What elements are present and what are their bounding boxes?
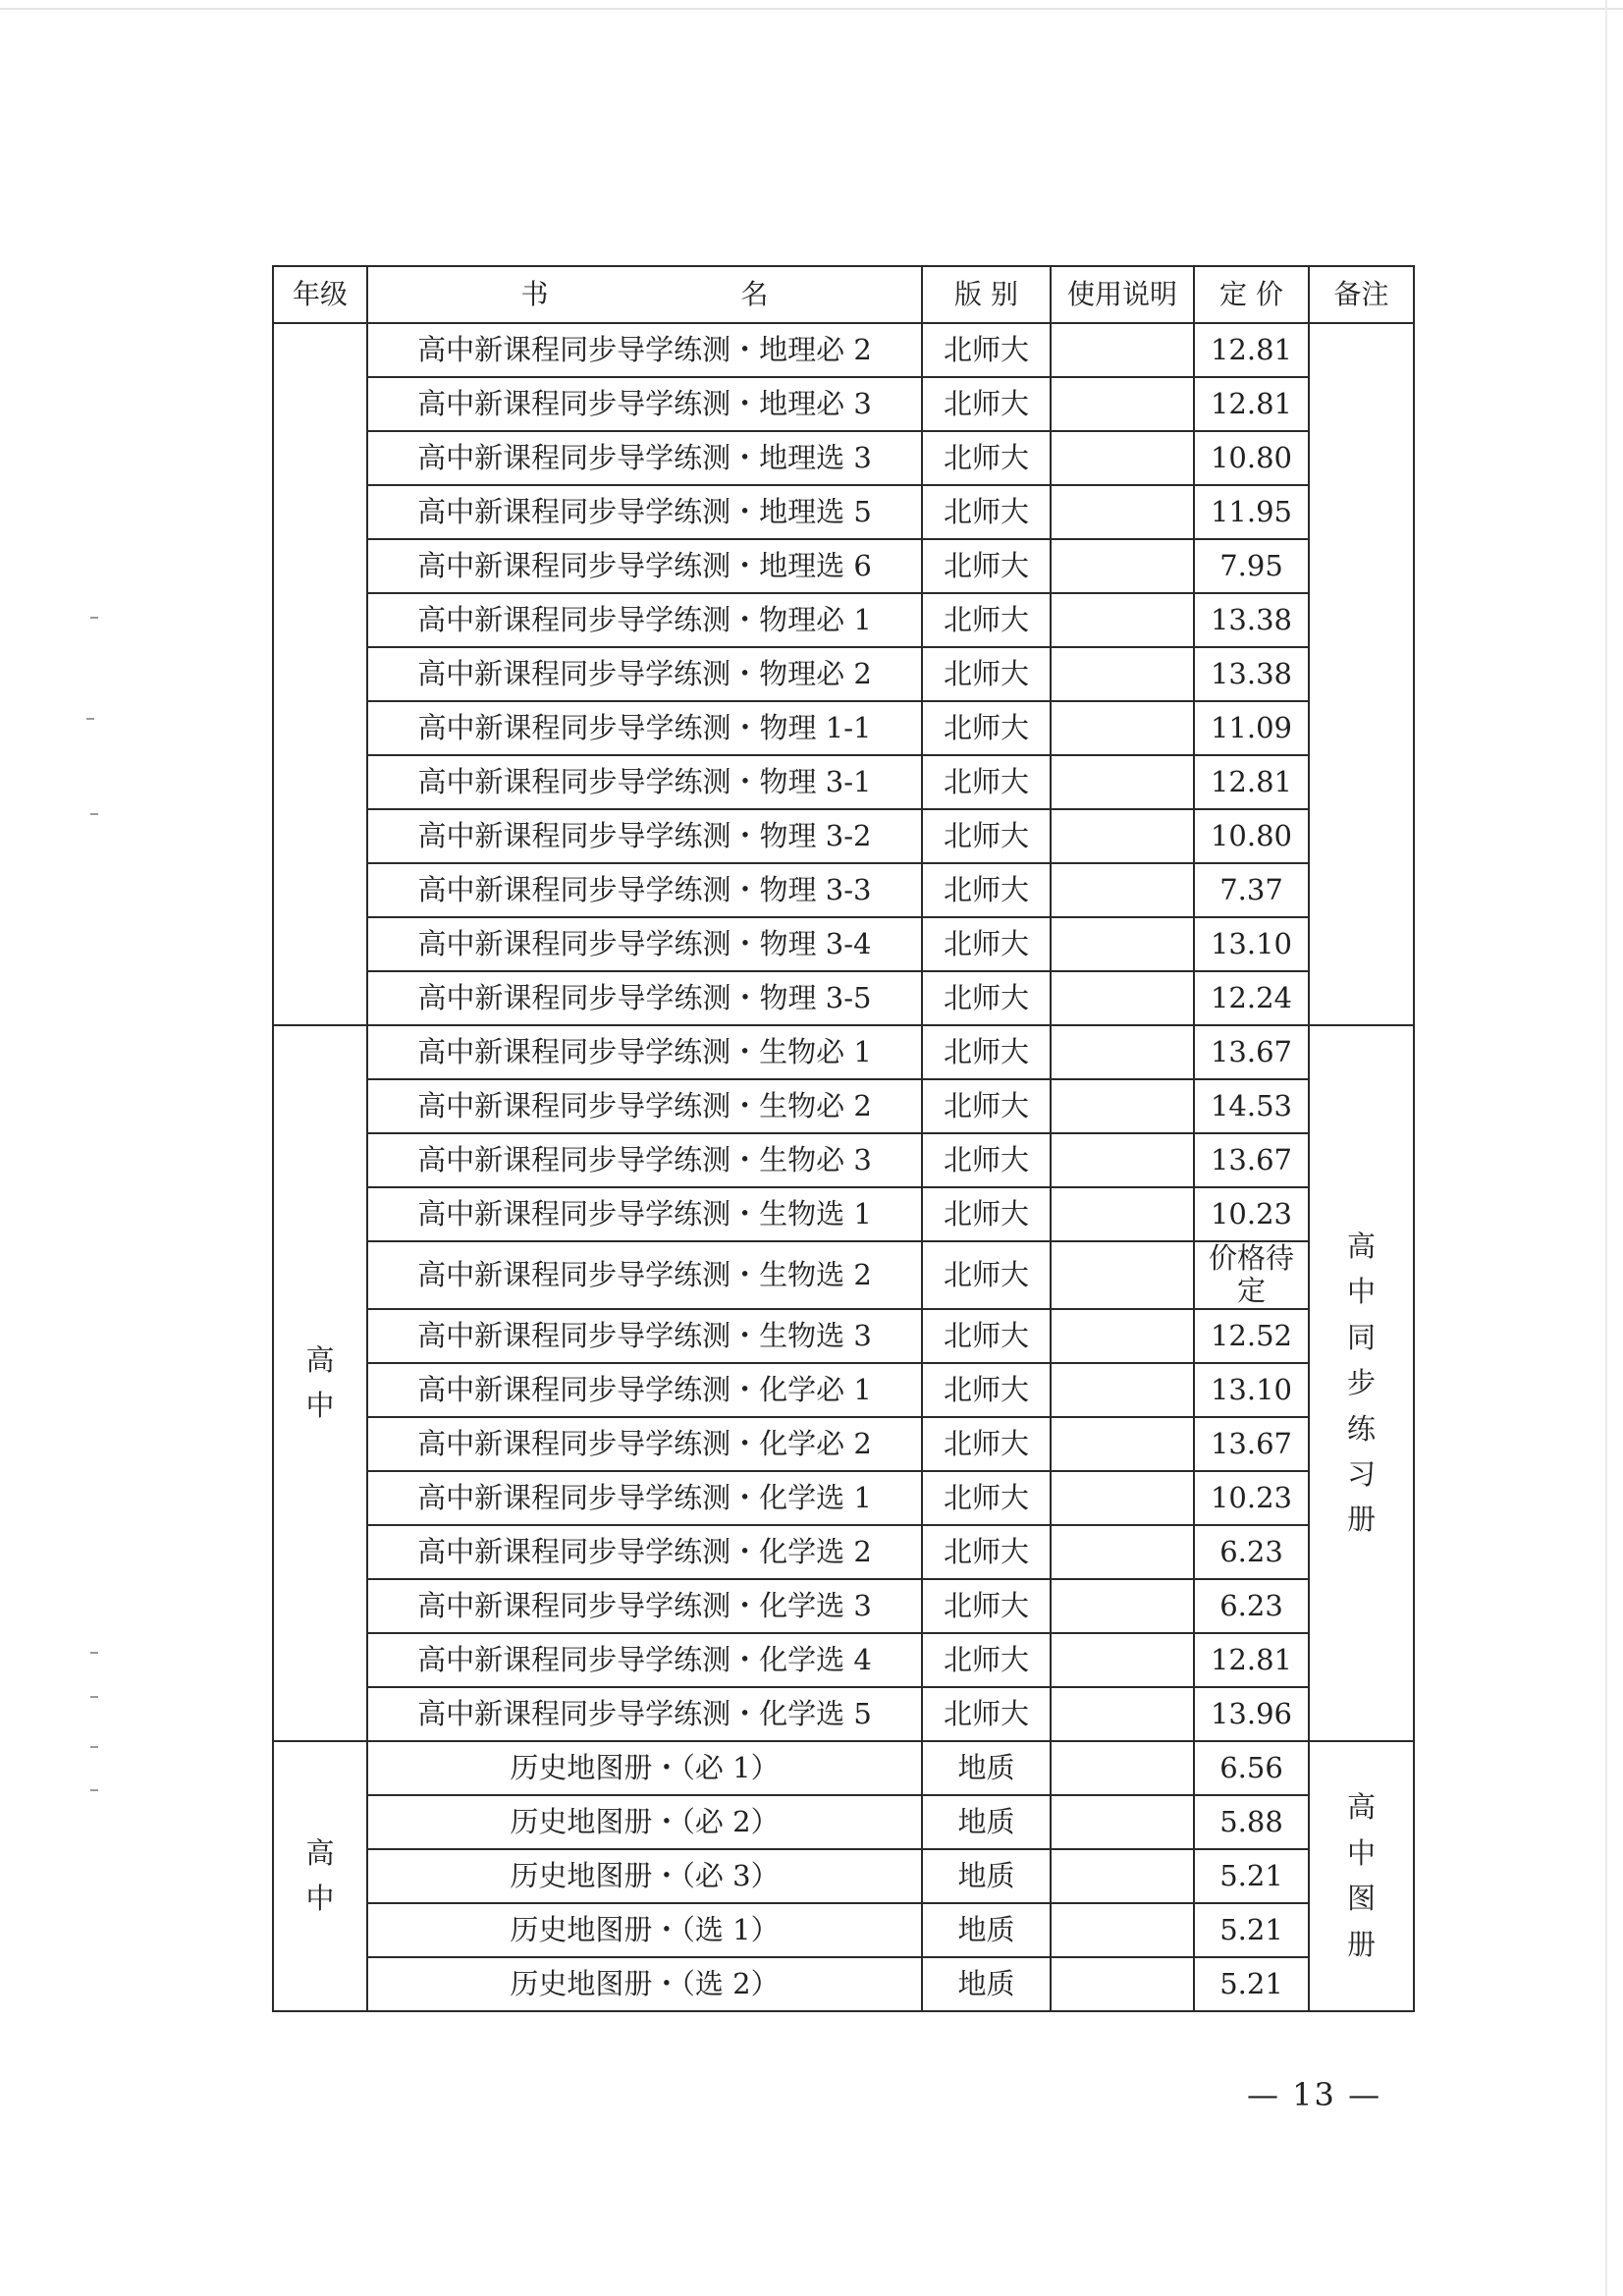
margin-mark [90, 1789, 98, 1791]
header-edition: 版 别 [922, 266, 1051, 323]
edition-cell: 北师大 [922, 1309, 1051, 1363]
usage-cell [1051, 539, 1194, 593]
book-name-cell: 高中新课程同步导学练测・化学选 2 [367, 1525, 922, 1579]
book-name-cell: 高中新课程同步导学练测・化学选 4 [367, 1633, 922, 1687]
book-name-cell: 高中新课程同步导学练测・物理 3-5 [367, 971, 922, 1025]
edition-cell: 北师大 [922, 971, 1051, 1025]
margin-mark [90, 813, 98, 815]
remark-label: 高中同步练习册 [1346, 1229, 1376, 1537]
edition-cell: 北师大 [922, 431, 1051, 485]
table-row [273, 1525, 1414, 1579]
table-row [273, 917, 1414, 971]
usage-cell [1051, 323, 1194, 377]
table-row [273, 755, 1414, 809]
table-row [273, 1795, 1414, 1849]
usage-cell [1051, 1741, 1194, 1795]
margin-mark [90, 1746, 98, 1748]
usage-cell [1051, 1687, 1194, 1741]
usage-cell [1051, 917, 1194, 971]
book-name-cell: 高中新课程同步导学练测・地理选 5 [367, 485, 922, 539]
price-cell: 12.52 [1194, 1309, 1309, 1363]
header-book-name: 书 名 [367, 266, 922, 323]
table-row [273, 1241, 1414, 1309]
edition-cell: 北师大 [922, 701, 1051, 755]
usage-cell [1051, 1903, 1194, 1957]
book-price-table [272, 265, 1415, 2012]
price-cell: 13.96 [1194, 1687, 1309, 1741]
price-cell: 11.09 [1194, 701, 1309, 755]
usage-cell [1051, 1417, 1194, 1471]
usage-cell [1051, 1579, 1194, 1633]
edition-cell: 北师大 [922, 1579, 1051, 1633]
price-cell: 12.81 [1194, 755, 1309, 809]
usage-cell [1051, 755, 1194, 809]
edition-cell: 北师大 [922, 809, 1051, 863]
edition-cell: 北师大 [922, 1633, 1051, 1687]
usage-cell [1051, 1471, 1194, 1525]
edition-cell: 地质 [922, 1741, 1051, 1795]
book-name-cell: 高中新课程同步导学练测・地理选 3 [367, 431, 922, 485]
price-cell: 13.67 [1194, 1133, 1309, 1187]
table-row [273, 1741, 1414, 1795]
book-name-cell: 高中新课程同步导学练测・生物选 3 [367, 1309, 922, 1363]
table-row [273, 809, 1414, 863]
header-price: 定 价 [1194, 266, 1309, 323]
usage-cell [1051, 701, 1194, 755]
price-cell: 14.53 [1194, 1079, 1309, 1133]
grade-cell [273, 1741, 367, 2011]
table-row [273, 647, 1414, 701]
price-cell: 5.88 [1194, 1795, 1309, 1849]
edition-cell: 北师大 [922, 539, 1051, 593]
edition-cell: 北师大 [922, 1417, 1051, 1471]
book-name-cell: 高中新课程同步导学练测・物理 3-1 [367, 755, 922, 809]
usage-cell [1051, 1133, 1194, 1187]
price-cell: 12.81 [1194, 377, 1309, 431]
table-row [273, 539, 1414, 593]
header-usage: 使用说明 [1051, 266, 1194, 323]
book-name-cell: 高中新课程同步导学练测・物理必 2 [367, 647, 922, 701]
book-name-cell: 高中新课程同步导学练测・化学必 2 [367, 1417, 922, 1471]
page-number: — 13 — [1247, 2076, 1382, 2113]
price-cell: 10.23 [1194, 1471, 1309, 1525]
usage-cell [1051, 1025, 1194, 1079]
book-name-cell: 高中新课程同步导学练测・化学选 3 [367, 1579, 922, 1633]
edition-cell: 地质 [922, 1957, 1051, 2011]
table-row [273, 1471, 1414, 1525]
usage-cell [1051, 377, 1194, 431]
book-name-cell: 高中新课程同步导学练测・物理必 1 [367, 593, 922, 647]
usage-cell [1051, 809, 1194, 863]
table-row [273, 1849, 1414, 1903]
book-name-cell: 高中新课程同步导学练测・物理 1-1 [367, 701, 922, 755]
edition-cell: 地质 [922, 1849, 1051, 1903]
table-row [273, 431, 1414, 485]
edition-cell: 北师大 [922, 863, 1051, 917]
book-name-cell: 高中新课程同步导学练测・物理 3-4 [367, 917, 922, 971]
price-cell: 13.10 [1194, 1363, 1309, 1417]
price-cell: 10.80 [1194, 431, 1309, 485]
edition-cell: 北师大 [922, 323, 1051, 377]
book-name-cell: 高中新课程同步导学练测・化学选 5 [367, 1687, 922, 1741]
grade-label: 高中 [305, 1342, 335, 1423]
table-row [273, 1187, 1414, 1241]
table-body [273, 323, 1414, 2011]
table-row [273, 593, 1414, 647]
usage-cell [1051, 1795, 1194, 1849]
table-row [273, 485, 1414, 539]
edition-cell: 北师大 [922, 1241, 1051, 1309]
edition-cell: 北师大 [922, 1525, 1051, 1579]
table-row [273, 1079, 1414, 1133]
price-cell: 6.23 [1194, 1579, 1309, 1633]
table-row [273, 1903, 1414, 1957]
book-name-cell: 高中新课程同步导学练测・生物选 2 [367, 1241, 922, 1309]
usage-cell [1051, 1079, 1194, 1133]
book-name-cell: 高中新课程同步导学练测・化学选 1 [367, 1471, 922, 1525]
price-cell: 7.95 [1194, 539, 1309, 593]
grade-label: 高中 [305, 1835, 335, 1916]
edition-cell: 地质 [922, 1795, 1051, 1849]
edition-cell: 北师大 [922, 593, 1051, 647]
table-row [273, 863, 1414, 917]
usage-cell [1051, 971, 1194, 1025]
price-cell: 价格待定 [1194, 1241, 1309, 1309]
table-row [273, 1025, 1414, 1079]
price-cell: 6.56 [1194, 1741, 1309, 1795]
book-name-cell: 高中新课程同步导学练测・生物必 1 [367, 1025, 922, 1079]
edition-cell: 北师大 [922, 1079, 1051, 1133]
price-cell: 10.80 [1194, 809, 1309, 863]
book-name-cell: 历史地图册・（必 2） [367, 1795, 922, 1849]
remark-cell [1309, 1025, 1414, 1741]
book-name-cell: 高中新课程同步导学练测・生物选 1 [367, 1187, 922, 1241]
usage-cell [1051, 1633, 1194, 1687]
price-cell: 7.37 [1194, 863, 1309, 917]
edition-cell: 北师大 [922, 755, 1051, 809]
price-cell: 12.81 [1194, 1633, 1309, 1687]
header-grade: 年级 [273, 266, 367, 323]
edition-cell: 北师大 [922, 1133, 1051, 1187]
table-row [273, 971, 1414, 1025]
margin-mark [90, 1696, 98, 1698]
price-cell: 10.23 [1194, 1187, 1309, 1241]
table-row [273, 1309, 1414, 1363]
edition-cell: 北师大 [922, 1025, 1051, 1079]
book-name-cell: 历史地图册・（必 3） [367, 1849, 922, 1903]
book-name-cell: 高中新课程同步导学练测・地理必 2 [367, 323, 922, 377]
usage-cell [1051, 1241, 1194, 1309]
book-name-cell: 高中新课程同步导学练测・地理选 6 [367, 539, 922, 593]
price-cell: 13.38 [1194, 593, 1309, 647]
scan-edge-right [1605, 0, 1607, 2296]
header-remark: 备注 [1309, 266, 1414, 323]
usage-cell [1051, 647, 1194, 701]
book-name-cell: 高中新课程同步导学练测・物理 3-3 [367, 863, 922, 917]
usage-cell [1051, 1525, 1194, 1579]
usage-cell [1051, 1849, 1194, 1903]
table-row [273, 1133, 1414, 1187]
book-name-cell: 高中新课程同步导学练测・地理必 3 [367, 377, 922, 431]
price-cell: 13.67 [1194, 1417, 1309, 1471]
table-row [273, 377, 1414, 431]
price-cell: 12.81 [1194, 323, 1309, 377]
table-row [273, 1957, 1414, 2011]
price-cell: 13.67 [1194, 1025, 1309, 1079]
price-cell: 13.10 [1194, 917, 1309, 971]
edition-cell: 北师大 [922, 1187, 1051, 1241]
usage-cell [1051, 1363, 1194, 1417]
book-name-cell: 高中新课程同步导学练测・物理 3-2 [367, 809, 922, 863]
edition-cell: 北师大 [922, 1471, 1051, 1525]
table-row [273, 1633, 1414, 1687]
price-cell: 5.21 [1194, 1903, 1309, 1957]
edition-cell: 北师大 [922, 1363, 1051, 1417]
edition-cell: 北师大 [922, 647, 1051, 701]
price-cell: 11.95 [1194, 485, 1309, 539]
grade-cell [273, 1025, 367, 1741]
margin-mark [86, 718, 94, 720]
price-cell: 13.38 [1194, 647, 1309, 701]
edition-cell: 北师大 [922, 917, 1051, 971]
usage-cell [1051, 1957, 1194, 2011]
price-cell: 5.21 [1194, 1849, 1309, 1903]
remark-label: 高中图册 [1346, 1790, 1376, 1961]
grade-cell [273, 323, 367, 1025]
usage-cell [1051, 593, 1194, 647]
remark-cell [1309, 323, 1414, 1025]
book-name-cell: 高中新课程同步导学练测・生物必 3 [367, 1133, 922, 1187]
book-name-cell: 高中新课程同步导学练测・化学必 1 [367, 1363, 922, 1417]
margin-mark [90, 617, 98, 619]
table-row [273, 701, 1414, 755]
book-name-cell: 历史地图册・（选 2） [367, 1957, 922, 2011]
price-cell: 6.23 [1194, 1525, 1309, 1579]
usage-cell [1051, 485, 1194, 539]
price-cell: 5.21 [1194, 1957, 1309, 2011]
table-header-row [273, 266, 1414, 323]
edition-cell: 北师大 [922, 377, 1051, 431]
usage-cell [1051, 863, 1194, 917]
book-name-cell: 高中新课程同步导学练测・生物必 2 [367, 1079, 922, 1133]
usage-cell [1051, 1309, 1194, 1363]
usage-cell [1051, 431, 1194, 485]
table-row [273, 1687, 1414, 1741]
remark-cell [1309, 1741, 1414, 2011]
price-cell: 12.24 [1194, 971, 1309, 1025]
edition-cell: 北师大 [922, 1687, 1051, 1741]
table-row [273, 1417, 1414, 1471]
table-row [273, 1579, 1414, 1633]
usage-cell [1051, 1187, 1194, 1241]
table-row [273, 323, 1414, 377]
book-name-cell: 历史地图册・（选 1） [367, 1903, 922, 1957]
edition-cell: 北师大 [922, 485, 1051, 539]
table-row [273, 1363, 1414, 1417]
margin-mark [90, 1652, 98, 1654]
scan-edge-top [0, 8, 1623, 10]
edition-cell: 地质 [922, 1903, 1051, 1957]
book-name-cell: 历史地图册・（必 1） [367, 1741, 922, 1795]
